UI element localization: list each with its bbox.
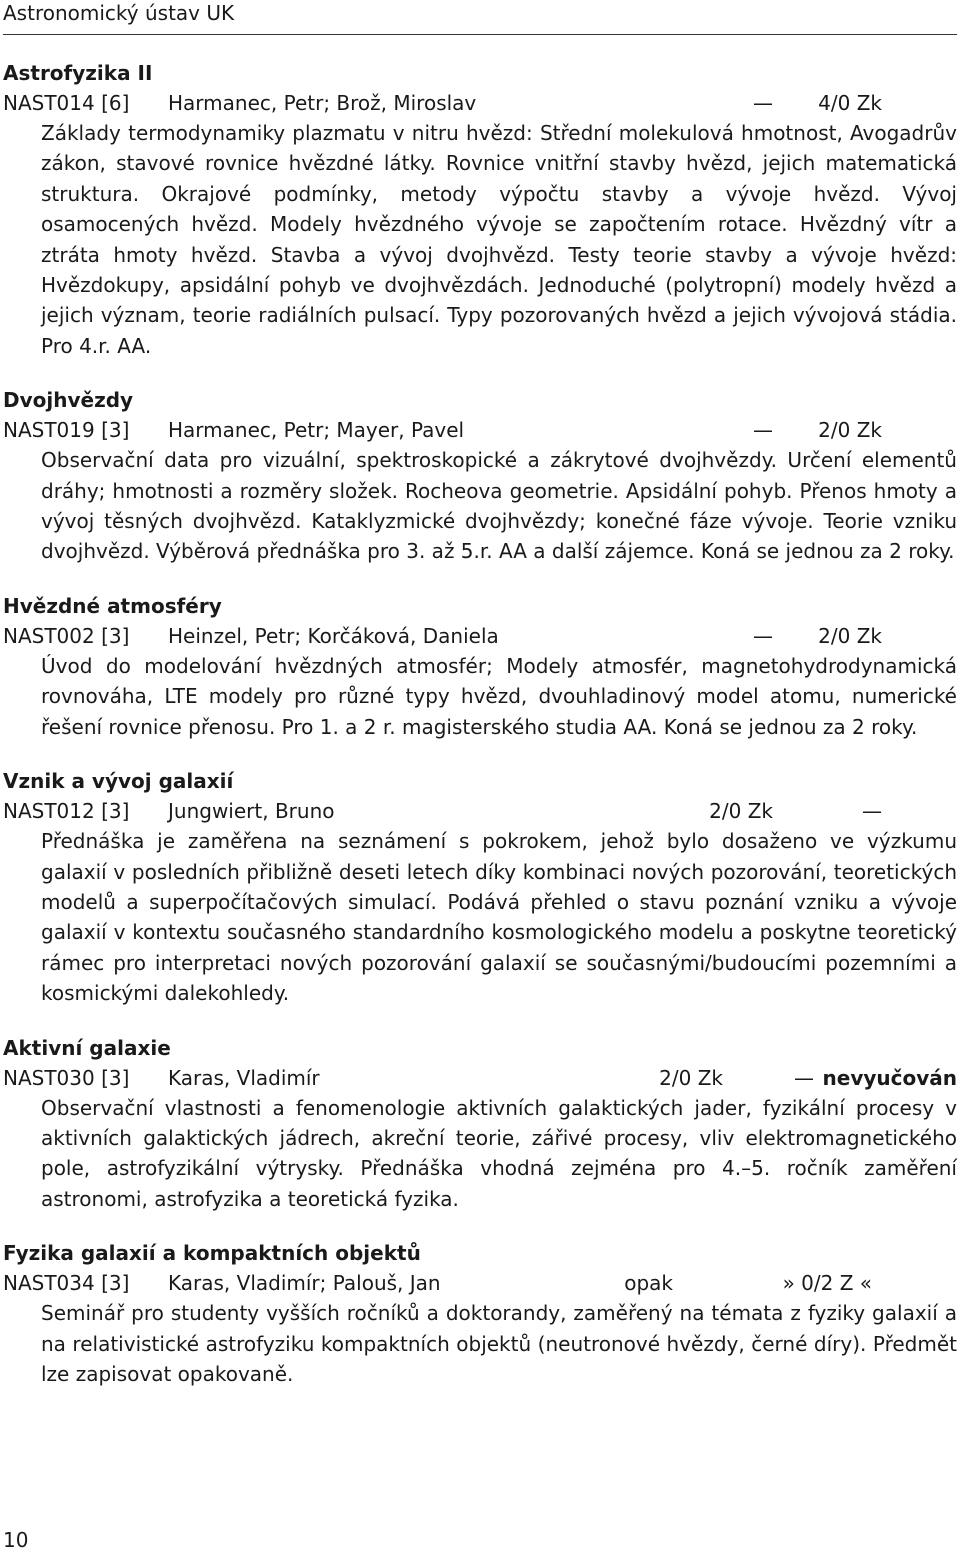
course-semester-1: 2/0 Zk [709, 799, 773, 824]
course-title: Astrofyzika II [3, 61, 153, 85]
course-semester-1: 2/0 Zk [659, 1065, 723, 1090]
course-meta [3, 88, 957, 118]
course-description: Observační data pro vizuální, spektroskopické a zákrytové dvojhvězdy. Určení elementů dráhy; hmotnosti a rozměry složek. Rocheova geometrie. Apsidální pohyb. Přenos hmoty a vývoj těsných dvojhvězd. Kataklyzmické dvojhvězdy; konečné fáze vývoje. Teorie vzniku dvojhvězd. Výběrová přednáška pro 3. až 5.r. AA a další zájemce. Koná se jednou za 2 roky. [41, 448, 957, 564]
course-title: Vznik a vývoj galaxií [3, 769, 234, 794]
course-description: Přednáška je zaměřena na seznámení s pokrokem, jehož bylo dosaženo ve výzkumu galaxií v posledních přibližně deseti letech díky kombinaci nových pozorování, teoretických modelů a superpočítačových simulací. Podává přehled o stavu poznání vzniku a vývoje galaxií v kontextu současného standardního kosmologického modelu a poskytne teoretický rámec pro interpretaci nových pozorování galaxií se současnými/budoucími pozemními a kosmickými dalekohledy. [41, 829, 957, 1006]
course-meta [3, 1268, 957, 1298]
running-header [3, 0, 957, 35]
course-teachers: Karas, Vladimír [168, 1065, 320, 1090]
course-teachers: Karas, Vladimír; Palouš, Jan [168, 1271, 441, 1296]
course-teachers: Harmanec, Petr; Brož, Miroslav [168, 91, 477, 115]
course-semester-2: — [794, 1065, 814, 1090]
course-semester-1: — [753, 418, 773, 443]
course-entry [3, 1238, 957, 1389]
course-list [3, 58, 957, 1413]
course-semester-2: 2/0 Zk [818, 418, 882, 443]
course-title: Aktivní galaxie [3, 1035, 171, 1060]
course-semester-2: — [862, 799, 882, 824]
course-meta [3, 621, 957, 651]
page-number: 10 [3, 1528, 29, 1552]
course-code: NAST019 [3] [3, 418, 130, 443]
course-title: Hvězdné atmosféry [3, 593, 222, 618]
course-semester-1: — [753, 91, 773, 115]
course-semester-2: 2/0 Zk [818, 623, 882, 648]
course-teachers: Heinzel, Petr; Korčáková, Daniela [168, 623, 499, 648]
course-title: Dvojhvězdy [3, 388, 134, 413]
course-entry [3, 385, 957, 567]
course-code: NAST012 [3] [3, 799, 130, 824]
course-code: NAST030 [3] [3, 1065, 130, 1090]
course-code: NAST002 [3] [3, 623, 130, 648]
course-teachers: Jungwiert, Bruno [168, 799, 335, 824]
course-description: Úvod do modelování hvězdných atmosfér; Modely atmosfér, magnetohydrodynamická rovnováha, LTE modely pro různé typy hvězd, dvouhladinový model atomu, numerické řešení rovnice přenosu. Pro 1. a 2 r. magisterského studia AA. Koná se jednou za 2 roky. [41, 653, 957, 739]
course-meta [3, 1063, 957, 1093]
course-code: NAST034 [3] [3, 1271, 130, 1296]
course-entry [3, 591, 957, 742]
course-semester-2: » 0/2 Z « [782, 1271, 872, 1296]
course-title: Fyzika galaxií a kompaktních objektů [3, 1241, 421, 1266]
course-entry [3, 1033, 957, 1215]
course-status-badge: nevyučován [822, 1065, 957, 1090]
header-title: Astronomický ústav UK [3, 1, 235, 25]
course-semester-2: 4/0 Zk [818, 91, 882, 115]
course-description: Základy termodynamiky plazmatu v nitru hvězd: Střední molekulová hmotnost, Avogadrův zákon, stavové rovnice hvězdné látky. Rovnice vnitřní stavby hvězd, jejich matematická struktura. Okrajové podmínky, metody výpočtu stavby a vývoje hvězd. Vývoj osamocených hvězd. Modely hvězdného vývoje se započtením rotace. Hvězdný vítr a ztráta hmoty hvězd. Stavba a vývoj dvojhvězd. Testy teorie stavby a vývoje hvězd: Hvězdokupy, apsidální pohyb ve dvojhvězdách. Jednoduché (polytropní) modely hvězd a jejich význam, teorie radiálních pulsací. Typy pozorovaných hvězd a jejich vývojová stádia. Pro 4.r. AA. [41, 121, 957, 358]
course-description: Seminář pro studenty vyšších ročníků a doktorandy, zaměřený na témata z fyziky galaxií a na relativistické astrofyziku kompaktních objektů (neutronové hvězdy, černé díry). Předmět lze zapisovat opakovaně. [41, 1301, 957, 1386]
course-meta [3, 796, 957, 826]
course-entry [3, 58, 957, 361]
course-code: NAST014 [6] [3, 91, 130, 115]
course-meta [3, 415, 957, 445]
course-entry [3, 766, 957, 1008]
course-semester-1: — [753, 623, 773, 648]
course-teachers: Harmanec, Petr; Mayer, Pavel [168, 418, 465, 443]
course-semester-1: opak [624, 1271, 673, 1296]
course-description: Observační vlastnosti a fenomenologie aktivních galaktických jader, fyzikální procesy v aktivních galaktických jádrech, akreční teorie, zářivé procesy, vliv elektromagnetického pole, astrofyzikální výtrysky. Přednáška vhodná zejména pro 4.–5. ročník zaměření astronomi, astrofyzika a teoretická fyzika. [41, 1095, 957, 1211]
